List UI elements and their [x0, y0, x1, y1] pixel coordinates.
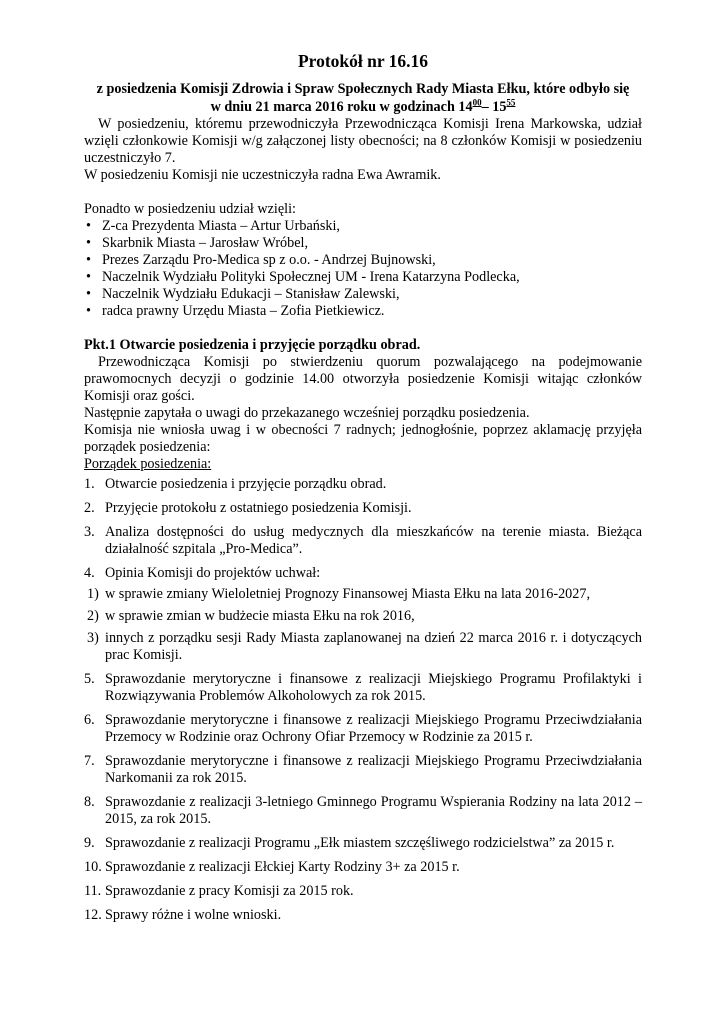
- bullet-icon: •: [86, 286, 91, 302]
- agenda-number: 12.: [84, 907, 102, 923]
- subtitle-date: w dniu 21 marca 2016 roku w godzinach 14: [210, 99, 473, 115]
- list-item: [84, 235, 642, 252]
- list-item: [84, 286, 642, 303]
- agenda-number: 2.: [84, 500, 95, 516]
- sub-number: 1): [87, 586, 99, 602]
- guest-text: radca prawny Urzędu Miasta – Zofia Pietkiewicz.: [102, 303, 385, 319]
- sub-text: w sprawie zmiany Wieloletniej Prognozy Finansowej Miasta Ełku na lata 2016-2027,: [105, 586, 590, 602]
- agenda-number: 1.: [84, 476, 95, 492]
- agenda-item: [84, 883, 642, 900]
- document-page: [84, 50, 642, 931]
- agenda-item: [84, 476, 642, 493]
- agenda-text: Analiza dostępności do usług medycznych dla mieszkańców na terenie miasta. Bieżąca działalność szpitala „Pro-Medica”.: [105, 524, 642, 557]
- list-item: [84, 252, 642, 269]
- start-minutes: 00: [472, 97, 482, 108]
- agenda-item: [84, 565, 642, 664]
- subtitle-line-2: [84, 98, 642, 116]
- agenda-text: Opinia Komisji do projektów uchwał:: [105, 565, 321, 581]
- list-item: [84, 218, 642, 235]
- pkt1-paragraph-1: Przewodnicząca Komisji po stwierdzeniu quorum pozwalającego na podejmowanie prawomocnych decyzji o godzinie 14.00 otworzyła posiedzenie Komisji witając członków Komisji oraz gości.: [84, 354, 642, 404]
- sub-number: 2): [87, 608, 99, 624]
- spacer: [84, 184, 642, 201]
- agenda-number: 3.: [84, 524, 95, 540]
- guest-text: Z-ca Prezydenta Miasta – Artur Urbański,: [102, 218, 340, 234]
- bullet-icon: •: [86, 218, 91, 234]
- agenda-item: [84, 671, 642, 705]
- agenda-label: Porządek posiedzenia:: [84, 456, 212, 472]
- agenda-text: Sprawozdanie merytoryczne i finansowe z realizacji Miejskiego Programu Przeciwdziałania Narkomanii za rok 2015.: [105, 753, 642, 786]
- agenda-item: [84, 835, 642, 852]
- guest-text: Naczelnik Wydziału Edukacji – Stanisław Zalewski,: [102, 286, 400, 302]
- guests-list: [84, 218, 642, 320]
- absence-paragraph: W posiedzeniu Komisji nie uczestniczyła radna Ewa Awramik.: [84, 167, 441, 183]
- agenda-number: 10.: [84, 859, 102, 875]
- document-subtitle: [84, 80, 642, 116]
- list-item: [84, 269, 642, 286]
- agenda-item: [84, 753, 642, 787]
- bullet-icon: •: [86, 303, 91, 319]
- agenda-text: Sprawozdanie z realizacji Ełckiej Karty Rodziny 3+ za 2015 r.: [105, 859, 460, 875]
- bullet-icon: •: [86, 269, 91, 285]
- agenda-item: [84, 859, 642, 876]
- guests-intro: Ponadto w posiedzeniu udział wzięli:: [84, 201, 296, 217]
- bullet-icon: •: [86, 252, 91, 268]
- pkt1-paragraph-2: Następnie zapytała o uwagi do przekazanego wcześniej porządku posiedzenia.: [84, 405, 530, 421]
- sub-text: w sprawie zmian w budżecie miasta Ełku na rok 2016,: [105, 608, 415, 624]
- guest-text: Prezes Zarządu Pro-Medica sp z o.o. - Andrzej Bujnowski,: [102, 252, 436, 268]
- agenda-list: [84, 476, 642, 924]
- guest-text: Skarbnik Miasta – Jarosław Wróbel,: [102, 235, 309, 251]
- agenda-item: [84, 907, 642, 924]
- agenda-text: Sprawozdanie z realizacji Programu „Ełk miastem szczęśliwego rodzicielstwa” za 2015 r.: [105, 835, 615, 851]
- sub-item: [84, 586, 642, 603]
- section-heading-pkt1: Pkt.1 Otwarcie posiedzenia i przyjęcie porządku obrad.: [84, 337, 421, 353]
- agenda-text: Otwarcie posiedzenia i przyjęcie porządku obrad.: [105, 476, 387, 492]
- agenda-number: 4.: [84, 565, 95, 581]
- agenda-text: Sprawy różne i wolne wnioski.: [105, 907, 282, 923]
- agenda-text: Sprawozdanie merytoryczne i finansowe z realizacji Miejskiego Programu Profilaktyki i Rozwiązywania Problemów Alkoholowych za rok 2015.: [105, 671, 642, 704]
- agenda-item: [84, 794, 642, 828]
- agenda-text: Przyjęcie protokołu z ostatniego posiedzenia Komisji.: [105, 500, 412, 516]
- guest-text: Naczelnik Wydziału Polityki Społecznej UM - Irena Katarzyna Podlecka,: [102, 269, 520, 285]
- end-minutes: 55: [506, 97, 516, 108]
- agenda-number: 9.: [84, 835, 95, 851]
- bullet-icon: •: [86, 235, 91, 251]
- agenda-item: [84, 712, 642, 746]
- sub-item: [84, 608, 642, 625]
- list-item: [84, 303, 642, 320]
- agenda-number: 11.: [84, 883, 102, 899]
- agenda-number: 7.: [84, 753, 95, 769]
- agenda-number: 5.: [84, 671, 95, 687]
- agenda-number: 8.: [84, 794, 95, 810]
- agenda-text: Sprawozdanie merytoryczne i finansowe z realizacji Miejskiego Programu Przeciwdziałania Przemocy w Rodzinie oraz Ochrony Ofiar Przemocy w Rodzinie za 2015 r.: [105, 712, 642, 745]
- agenda-text: Sprawozdanie z realizacji 3-letniego Gminnego Programu Wspierania Rodziny na lata 2012 – 2015, za rok 2015.: [105, 794, 642, 827]
- agenda-item: [84, 500, 642, 517]
- subtitle-end: – 15: [481, 99, 507, 115]
- pkt1-paragraph-3: Komisja nie wniosła uwag i w obecności 7 radnych; jednogłośnie, poprzez aklamację przyjęła porządek posiedzenia:: [84, 422, 642, 455]
- agenda-item: [84, 524, 642, 558]
- sub-item: [84, 630, 642, 664]
- intro-paragraph: W posiedzeniu, któremu przewodniczyła Przewodnicząca Komisji Irena Markowska, udział wzięli członkowie Komisji w/g załączonej listy obecności; na 8 członków Komisji w posiedzeniu uczestniczyło 7.: [84, 116, 642, 166]
- agenda-text: Sprawozdanie z pracy Komisji za 2015 rok.: [105, 883, 354, 899]
- subtitle-line-1: z posiedzenia Komisji Zdrowia i Spraw Społecznych Rady Miasta Ełku, które odbyło się: [96, 81, 630, 97]
- agenda-number: 6.: [84, 712, 95, 728]
- sub-text: innych z porządku sesji Rady Miasta zaplanowanej na dzień 22 marca 2016 r. i dotyczących prac Komisji.: [105, 630, 642, 663]
- document-title: Protokół nr 16.16: [297, 51, 429, 71]
- sub-number: 3): [87, 630, 99, 646]
- resolutions-sublist: [87, 586, 642, 664]
